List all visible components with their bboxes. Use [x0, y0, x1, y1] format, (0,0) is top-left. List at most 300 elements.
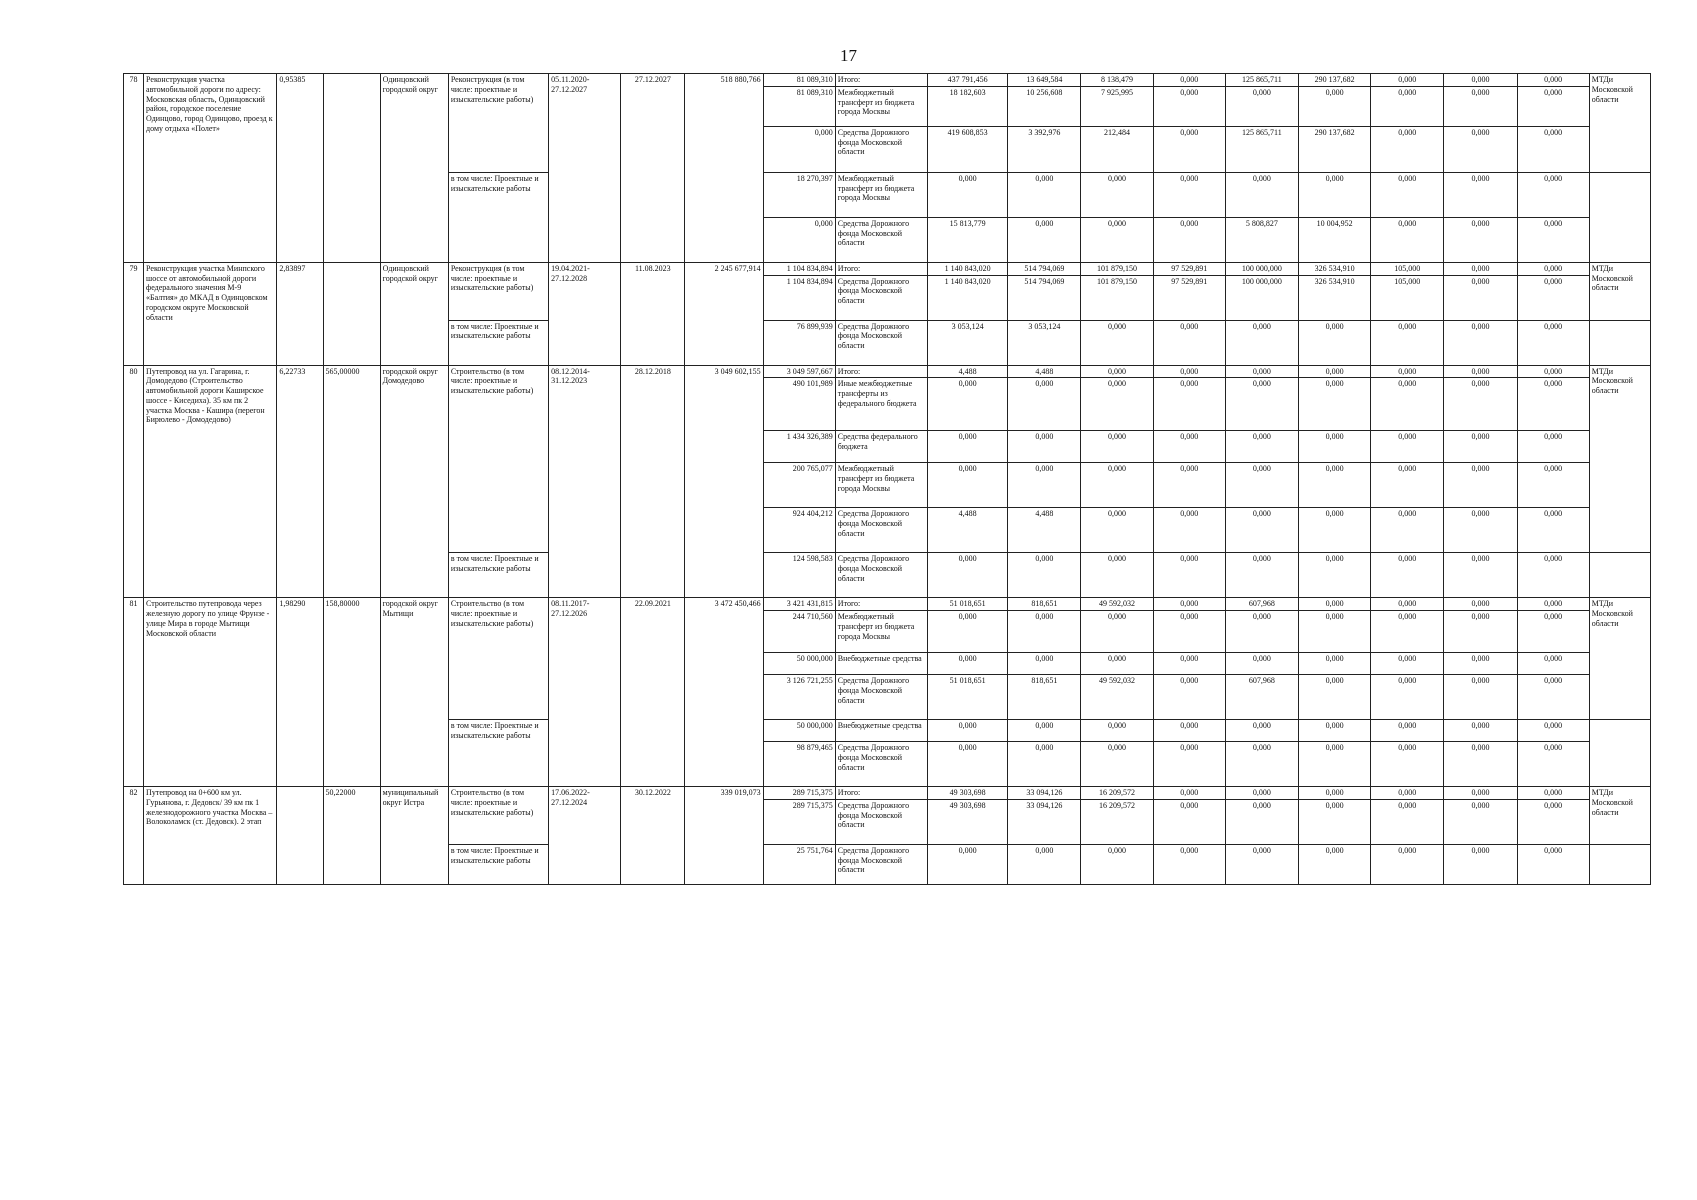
year-value: 0,000 — [1008, 611, 1081, 653]
year-value: 0,000 — [1444, 720, 1517, 742]
customer: МТДи Московской области — [1589, 262, 1650, 320]
financed-amount: 18 270,397 — [763, 172, 835, 217]
length-km: 6,22733 — [277, 365, 323, 598]
funding-source: Итого: — [835, 74, 927, 87]
year-value: 818,651 — [1008, 675, 1081, 720]
program-table — [123, 73, 1651, 885]
year-value: 0,000 — [1081, 365, 1153, 378]
area-value: 50,22000 — [323, 787, 380, 885]
municipality: городской округ Мытищи — [380, 598, 448, 787]
year-value: 49 592,032 — [1081, 598, 1153, 611]
year-value: 419 608,853 — [928, 126, 1008, 172]
commission-date: 22.09.2021 — [621, 598, 685, 787]
estimated-cost: 3 049 602,155 — [685, 365, 763, 598]
funding-source: Средства Дорожного фонда Московской области — [835, 275, 927, 320]
year-value: 100 000,000 — [1225, 275, 1298, 320]
financed-amount: 3 421 431,815 — [763, 598, 835, 611]
year-value: 0,000 — [1153, 86, 1225, 126]
area-value: 158,80000 — [323, 598, 380, 787]
year-value: 125 865,711 — [1225, 126, 1298, 172]
financed-amount: 76 899,939 — [763, 320, 835, 365]
estimated-cost: 2 245 677,914 — [685, 262, 763, 365]
year-value: 4,488 — [1008, 365, 1081, 378]
year-value: 0,000 — [1517, 799, 1589, 844]
year-value: 16 209,572 — [1081, 799, 1153, 844]
year-value: 0,000 — [1298, 365, 1370, 378]
year-value: 0,000 — [1081, 611, 1153, 653]
year-value: 0,000 — [1371, 799, 1444, 844]
year-value: 0,000 — [1517, 217, 1589, 262]
year-value: 0,000 — [1371, 74, 1444, 87]
year-value: 607,968 — [1225, 675, 1298, 720]
year-value: 0,000 — [1008, 378, 1081, 431]
year-value: 1 140 843,020 — [928, 262, 1008, 275]
year-value: 3 053,124 — [928, 320, 1008, 365]
year-value: 0,000 — [1225, 320, 1298, 365]
municipality: муниципальный округ Истра — [380, 787, 448, 885]
work-type: Строительство (в том числе: проектные и изыскательские работы) — [448, 598, 548, 720]
customer: МТДи Московской области — [1589, 787, 1650, 845]
municipality: городской округ Домодедово — [380, 365, 448, 598]
year-value: 607,968 — [1225, 598, 1298, 611]
year-value: 0,000 — [1008, 172, 1081, 217]
year-value: 0,000 — [1371, 553, 1444, 598]
funding-source: Межбюджетный трансферт из бюджета города Москвы — [835, 172, 927, 217]
year-value: 0,000 — [928, 844, 1008, 884]
year-value: 0,000 — [1298, 653, 1370, 675]
year-value: 0,000 — [1517, 553, 1589, 598]
length-km — [277, 787, 323, 885]
financed-amount: 200 765,077 — [763, 463, 835, 508]
year-value: 0,000 — [1371, 653, 1444, 675]
year-value: 0,000 — [1517, 742, 1589, 787]
year-value: 1 140 843,020 — [928, 275, 1008, 320]
year-value: 0,000 — [1517, 378, 1589, 431]
work-period: 19.04.2021-27.12.2028 — [549, 262, 621, 365]
year-value: 125 865,711 — [1225, 74, 1298, 87]
year-value: 0,000 — [1298, 320, 1370, 365]
year-value: 0,000 — [1444, 378, 1517, 431]
work-type: Строительство (в том числе: проектные и изыскательские работы) — [448, 365, 548, 553]
year-value: 0,000 — [1444, 86, 1517, 126]
year-value: 0,000 — [1517, 675, 1589, 720]
year-value: 0,000 — [1153, 74, 1225, 87]
year-value: 0,000 — [1081, 463, 1153, 508]
year-value: 0,000 — [1298, 799, 1370, 844]
financed-amount: 1 104 834,894 — [763, 275, 835, 320]
table-row — [124, 365, 1651, 378]
year-value: 0,000 — [1225, 86, 1298, 126]
financed-amount: 289 715,375 — [763, 799, 835, 844]
year-value: 0,000 — [1444, 611, 1517, 653]
year-value: 16 209,572 — [1081, 787, 1153, 800]
year-value: 0,000 — [1008, 431, 1081, 463]
year-value: 0,000 — [1008, 217, 1081, 262]
year-value: 0,000 — [1008, 742, 1081, 787]
funding-source: Средства Дорожного фонда Московской области — [835, 508, 927, 553]
year-value: 0,000 — [1517, 262, 1589, 275]
year-value: 49 303,698 — [928, 787, 1008, 800]
funding-source: Итого: — [835, 787, 927, 800]
year-value: 0,000 — [1153, 653, 1225, 675]
year-value: 290 137,682 — [1298, 74, 1370, 87]
funding-source: Средства Дорожного фонда Московской области — [835, 799, 927, 844]
municipality: Одинцовский городской округ — [380, 262, 448, 365]
financed-amount: 0,000 — [763, 126, 835, 172]
year-value: 0,000 — [1008, 720, 1081, 742]
work-period: 08.11.2017-27.12.2026 — [549, 598, 621, 787]
table-row — [124, 598, 1651, 611]
year-value: 0,000 — [1225, 463, 1298, 508]
year-value: 97 529,891 — [1153, 275, 1225, 320]
year-value: 0,000 — [1444, 553, 1517, 598]
year-value: 0,000 — [1153, 431, 1225, 463]
year-value: 0,000 — [1298, 172, 1370, 217]
sub-work-label: в том числе: Проектные и изыскательские работы — [448, 553, 548, 598]
year-value: 0,000 — [1444, 508, 1517, 553]
row-number: 82 — [124, 787, 144, 885]
year-value: 326 534,910 — [1298, 275, 1370, 320]
year-value: 33 094,126 — [1008, 799, 1081, 844]
table-row — [124, 74, 1651, 87]
year-value: 0,000 — [1444, 742, 1517, 787]
year-value: 0,000 — [1225, 720, 1298, 742]
year-value: 0,000 — [928, 172, 1008, 217]
year-value: 0,000 — [1517, 508, 1589, 553]
year-value: 0,000 — [1298, 720, 1370, 742]
year-value: 0,000 — [1371, 787, 1444, 800]
year-value: 0,000 — [1081, 720, 1153, 742]
year-value: 0,000 — [1298, 787, 1370, 800]
work-period: 17.06.2022-27.12.2024 — [549, 787, 621, 885]
year-value: 0,000 — [1153, 553, 1225, 598]
year-value: 0,000 — [928, 720, 1008, 742]
year-value: 0,000 — [1298, 86, 1370, 126]
year-value: 0,000 — [1444, 675, 1517, 720]
year-value: 0,000 — [1371, 217, 1444, 262]
year-value: 0,000 — [1517, 365, 1589, 378]
year-value: 100 000,000 — [1225, 262, 1298, 275]
year-value: 0,000 — [1081, 508, 1153, 553]
year-value: 8 138,479 — [1081, 74, 1153, 87]
year-value: 0,000 — [1298, 508, 1370, 553]
year-value: 0,000 — [1517, 431, 1589, 463]
year-value: 0,000 — [1517, 86, 1589, 126]
year-value: 0,000 — [1225, 653, 1298, 675]
funding-source: Средства Дорожного фонда Московской области — [835, 553, 927, 598]
year-value: 0,000 — [1081, 431, 1153, 463]
year-value: 818,651 — [1008, 598, 1081, 611]
financed-amount: 0,000 — [763, 217, 835, 262]
financed-amount: 924 404,212 — [763, 508, 835, 553]
funding-source: Межбюджетный трансферт из бюджета города Москвы — [835, 463, 927, 508]
year-value: 0,000 — [1298, 431, 1370, 463]
year-value: 326 534,910 — [1298, 262, 1370, 275]
row-number: 78 — [124, 74, 144, 263]
year-value: 0,000 — [1371, 320, 1444, 365]
year-value: 5 808,827 — [1225, 217, 1298, 262]
year-value: 0,000 — [1153, 598, 1225, 611]
year-value: 4,488 — [1008, 508, 1081, 553]
year-value: 0,000 — [928, 742, 1008, 787]
year-value: 4,488 — [928, 365, 1008, 378]
year-value: 0,000 — [1008, 653, 1081, 675]
year-value: 0,000 — [1371, 742, 1444, 787]
year-value: 212,484 — [1081, 126, 1153, 172]
year-value: 0,000 — [1153, 126, 1225, 172]
year-value: 33 094,126 — [1008, 787, 1081, 800]
funding-source: Иные межбюджетные трансферты из федерального бюджета — [835, 378, 927, 431]
commission-date: 30.12.2022 — [621, 787, 685, 885]
work-period: 08.12.2014-31.12.2023 — [549, 365, 621, 598]
year-value: 0,000 — [1517, 598, 1589, 611]
year-value: 0,000 — [1298, 611, 1370, 653]
year-value: 7 925,995 — [1081, 86, 1153, 126]
sub-work-label: в том числе: Проектные и изыскательские работы — [448, 844, 548, 884]
year-value: 0,000 — [1225, 611, 1298, 653]
area-value — [323, 74, 380, 263]
year-value: 49 592,032 — [1081, 675, 1153, 720]
year-value: 0,000 — [928, 553, 1008, 598]
row-number: 80 — [124, 365, 144, 598]
financed-amount: 81 089,310 — [763, 74, 835, 87]
estimated-cost: 339 019,073 — [685, 787, 763, 885]
year-value: 0,000 — [1371, 126, 1444, 172]
financed-amount: 3 049 597,667 — [763, 365, 835, 378]
year-value: 101 879,150 — [1081, 275, 1153, 320]
year-value: 0,000 — [1081, 320, 1153, 365]
customer-empty — [1589, 172, 1650, 262]
year-value: 97 529,891 — [1153, 262, 1225, 275]
year-value: 0,000 — [1444, 217, 1517, 262]
year-value: 0,000 — [1153, 799, 1225, 844]
year-value: 0,000 — [1444, 431, 1517, 463]
year-value: 0,000 — [1298, 844, 1370, 884]
year-value: 0,000 — [1371, 508, 1444, 553]
year-value: 0,000 — [1225, 799, 1298, 844]
municipality: Одинцовский городской округ — [380, 74, 448, 263]
year-value: 0,000 — [1081, 553, 1153, 598]
funding-source: Средства Дорожного фонда Московской области — [835, 126, 927, 172]
year-value: 0,000 — [1517, 126, 1589, 172]
funding-source: Средства Дорожного фонда Московской области — [835, 742, 927, 787]
length-km: 1,98290 — [277, 598, 323, 787]
year-value: 0,000 — [1444, 126, 1517, 172]
year-value: 0,000 — [1153, 172, 1225, 217]
row-number: 81 — [124, 598, 144, 787]
year-value: 0,000 — [1444, 172, 1517, 217]
funding-source: Межбюджетный трансферт из бюджета города Москвы — [835, 86, 927, 126]
year-value: 0,000 — [1298, 598, 1370, 611]
year-value: 0,000 — [1153, 611, 1225, 653]
year-value: 0,000 — [1081, 217, 1153, 262]
year-value: 0,000 — [1371, 675, 1444, 720]
year-value: 105,000 — [1371, 275, 1444, 320]
year-value: 0,000 — [1444, 799, 1517, 844]
length-km: 2,83897 — [277, 262, 323, 365]
year-value: 0,000 — [1444, 844, 1517, 884]
year-value: 0,000 — [1153, 508, 1225, 553]
year-value: 0,000 — [1298, 675, 1370, 720]
year-value: 290 137,682 — [1298, 126, 1370, 172]
financed-amount: 1 104 834,894 — [763, 262, 835, 275]
year-value: 0,000 — [1444, 320, 1517, 365]
sub-work-label: в том числе: Проектные и изыскательские работы — [448, 172, 548, 262]
year-value: 0,000 — [1153, 742, 1225, 787]
year-value: 0,000 — [1371, 378, 1444, 431]
row-number: 79 — [124, 262, 144, 365]
year-value: 0,000 — [1371, 431, 1444, 463]
year-value: 0,000 — [1298, 742, 1370, 787]
year-value: 18 182,603 — [928, 86, 1008, 126]
funding-source: Итого: — [835, 365, 927, 378]
funding-source: Внебюджетные средства — [835, 720, 927, 742]
commission-date: 27.12.2027 — [621, 74, 685, 263]
year-value: 0,000 — [1153, 720, 1225, 742]
year-value: 0,000 — [1517, 463, 1589, 508]
funding-source: Средства Дорожного фонда Московской области — [835, 217, 927, 262]
year-value: 0,000 — [1371, 598, 1444, 611]
financed-amount: 25 751,764 — [763, 844, 835, 884]
financed-amount: 98 879,465 — [763, 742, 835, 787]
sub-work-label: в том числе: Проектные и изыскательские работы — [448, 720, 548, 787]
year-value: 0,000 — [1225, 378, 1298, 431]
year-value: 0,000 — [1371, 365, 1444, 378]
year-value: 51 018,651 — [928, 598, 1008, 611]
year-value: 10 256,608 — [1008, 86, 1081, 126]
customer: МТДи Московской области — [1589, 598, 1650, 720]
financed-amount: 289 715,375 — [763, 787, 835, 800]
year-value: 0,000 — [928, 611, 1008, 653]
year-value: 0,000 — [1153, 365, 1225, 378]
year-value: 0,000 — [1153, 320, 1225, 365]
year-value: 0,000 — [928, 378, 1008, 431]
year-value: 0,000 — [928, 463, 1008, 508]
year-value: 0,000 — [1225, 365, 1298, 378]
customer: МТДи Московской области — [1589, 365, 1650, 553]
year-value: 0,000 — [1153, 787, 1225, 800]
work-type: Реконструкция (в том числе: проектные и изыскательские работы) — [448, 74, 548, 173]
object-name: Строительство путепровода через железную дорогу по улице Фрунзе - улице Мира в городе Мытищи Московской области — [144, 598, 277, 787]
financed-amount: 124 598,583 — [763, 553, 835, 598]
year-value: 0,000 — [1225, 553, 1298, 598]
year-value: 514 794,069 — [1008, 275, 1081, 320]
funding-source: Средства Дорожного фонда Московской области — [835, 675, 927, 720]
year-value: 0,000 — [1517, 787, 1589, 800]
page-number: 17 — [840, 46, 857, 65]
year-value: 0,000 — [1444, 653, 1517, 675]
year-value: 0,000 — [1225, 787, 1298, 800]
year-value: 0,000 — [1298, 378, 1370, 431]
year-value: 0,000 — [1517, 611, 1589, 653]
object-name: Реконструкция участка автомобильной дороги по адресу: Московская область, Одинцовский район, городское поселение Одинцово, город Одинцово, проезд к дому отдыха «Полет» — [144, 74, 277, 263]
year-value: 0,000 — [1371, 86, 1444, 126]
year-value: 51 018,651 — [928, 675, 1008, 720]
estimated-cost: 3 472 450,466 — [685, 598, 763, 787]
year-value: 15 813,779 — [928, 217, 1008, 262]
year-value: 0,000 — [1153, 217, 1225, 262]
financed-amount: 50 000,000 — [763, 720, 835, 742]
year-value: 3 053,124 — [1008, 320, 1081, 365]
length-km: 0,95385 — [277, 74, 323, 263]
year-value: 0,000 — [1517, 720, 1589, 742]
customer: МТДи Московской области — [1589, 74, 1650, 173]
year-value: 0,000 — [1444, 598, 1517, 611]
funding-source: Межбюджетный трансферт из бюджета города Москвы — [835, 611, 927, 653]
work-type: Строительство (в том числе: проектные и изыскательские работы) — [448, 787, 548, 845]
table-row — [124, 262, 1651, 275]
year-value: 0,000 — [1153, 463, 1225, 508]
year-value: 0,000 — [1225, 844, 1298, 884]
year-value: 437 791,456 — [928, 74, 1008, 87]
object-name: Реконструкция участка Минпского шоссе от автомобильной дороги федерального значения М-9 «Балтия» до МКАД в Одинцовском городском округе Московской области — [144, 262, 277, 365]
object-name: Путепровод на 0+600 км ул. Гурьянова, г. Дедовск/ 39 км пк 1 железнодорожного участка Москва – Волоколамск (ст. Дедовск). 2 этап — [144, 787, 277, 885]
funding-source: Средства Дорожного фонда Московской области — [835, 320, 927, 365]
year-value: 4,488 — [928, 508, 1008, 553]
year-value: 0,000 — [1081, 844, 1153, 884]
year-value: 0,000 — [1517, 653, 1589, 675]
year-value: 10 004,952 — [1298, 217, 1370, 262]
year-value: 0,000 — [1081, 653, 1153, 675]
year-value: 0,000 — [1371, 172, 1444, 217]
year-value: 0,000 — [1444, 74, 1517, 87]
year-value: 0,000 — [1081, 742, 1153, 787]
customer-empty — [1589, 553, 1650, 598]
financed-amount: 81 089,310 — [763, 86, 835, 126]
year-value: 0,000 — [1444, 463, 1517, 508]
year-value: 0,000 — [1081, 378, 1153, 431]
year-value: 0,000 — [1081, 172, 1153, 217]
table-row — [124, 787, 1651, 800]
year-value: 0,000 — [1444, 787, 1517, 800]
commission-date: 28.12.2018 — [621, 365, 685, 598]
work-period: 05.11.2020-27.12.2027 — [549, 74, 621, 263]
customer-empty — [1589, 720, 1650, 787]
customer-empty — [1589, 844, 1650, 884]
year-value: 0,000 — [1517, 275, 1589, 320]
year-value: 0,000 — [1225, 508, 1298, 553]
year-value: 0,000 — [928, 431, 1008, 463]
year-value: 0,000 — [1008, 553, 1081, 598]
financed-amount: 490 101,989 — [763, 378, 835, 431]
funding-source: Средства федерального бюджета — [835, 431, 927, 463]
year-value: 0,000 — [1517, 172, 1589, 217]
year-value: 0,000 — [1225, 172, 1298, 217]
estimated-cost: 518 880,766 — [685, 74, 763, 263]
year-value: 0,000 — [1153, 675, 1225, 720]
year-value: 0,000 — [1298, 553, 1370, 598]
year-value: 0,000 — [1371, 611, 1444, 653]
year-value: 0,000 — [1225, 742, 1298, 787]
commission-date: 11.08.2023 — [621, 262, 685, 365]
funding-source: Внебюджетные средства — [835, 653, 927, 675]
sub-work-label: в том числе: Проектные и изыскательские работы — [448, 320, 548, 365]
year-value: 0,000 — [1371, 720, 1444, 742]
year-value: 0,000 — [1153, 378, 1225, 431]
customer-empty — [1589, 320, 1650, 365]
area-value — [323, 262, 380, 365]
work-type: Реконструкция (в том числе: проектные и изыскательские работы) — [448, 262, 548, 320]
year-value: 3 392,976 — [1008, 126, 1081, 172]
year-value: 0,000 — [1444, 275, 1517, 320]
financed-amount: 1 434 326,389 — [763, 431, 835, 463]
object-name: Путепровод на ул. Гагарина, г. Домодедово (Строительство автомобильной дороги Каширское шоссе - Киседиха). 35 км пк 2 участка Москва - Кашира (перегон Бирюлево - Домодедово) — [144, 365, 277, 598]
funding-source: Итого: — [835, 598, 927, 611]
year-value: 0,000 — [1225, 431, 1298, 463]
year-value: 105,000 — [1371, 262, 1444, 275]
area-value: 565,00000 — [323, 365, 380, 598]
year-value: 13 649,584 — [1008, 74, 1081, 87]
